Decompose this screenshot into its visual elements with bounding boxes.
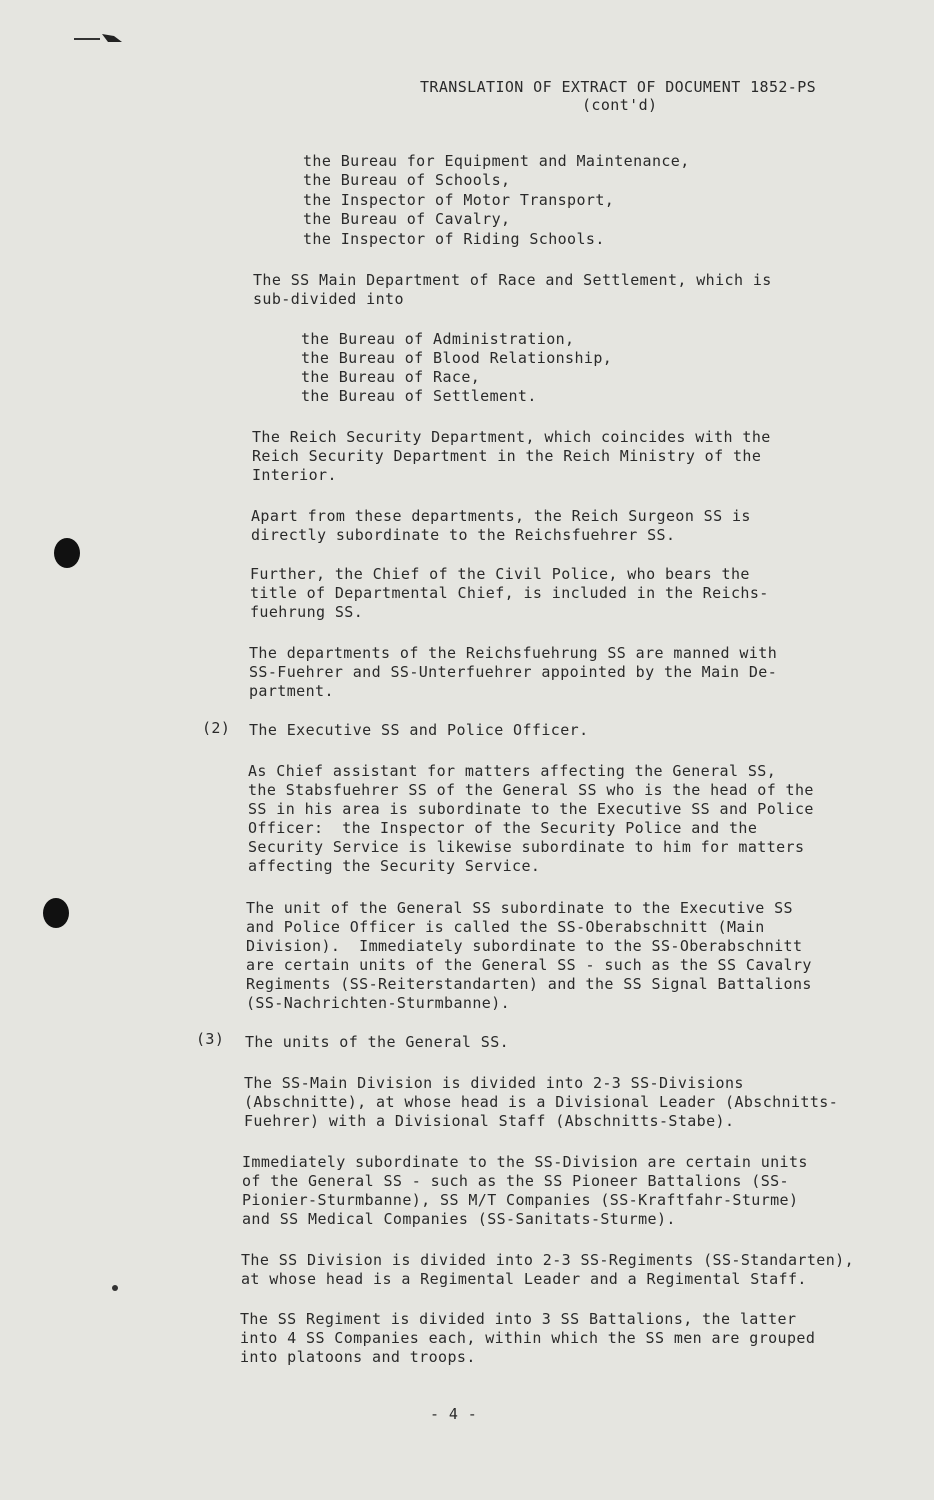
punch-hole-bottom <box>43 898 69 928</box>
text-line: SS-Fuehrer and SS-Unterfuehrer appointed by the Main De- <box>249 663 778 681</box>
text-line: The SS Division is divided into 2-3 SS-Regiments (SS-Standarten), <box>241 1251 854 1269</box>
text-line: into 4 SS Companies each, within which the SS men are grouped <box>240 1329 816 1347</box>
text-line: Apart from these departments, the Reich Surgeon SS is <box>251 507 751 525</box>
document-subtitle: (cont'd) <box>582 96 658 114</box>
text-line: As Chief assistant for matters affecting the General SS, <box>248 762 777 780</box>
text-line: into platoons and troops. <box>240 1348 476 1366</box>
text-line: The SS-Main Division is divided into 2-3 SS-Divisions <box>244 1074 744 1092</box>
text-line: Further, the Chief of the Civil Police, who bears the <box>250 565 750 583</box>
text-line: SS in his area is subordinate to the Executive SS and Police <box>248 800 814 818</box>
text-line: (SS-Nachrichten-Sturmbanne). <box>246 994 511 1012</box>
text-line: Immediately subordinate to the SS-Division are certain units <box>242 1153 808 1171</box>
document-title: TRANSLATION OF EXTRACT OF DOCUMENT 1852-PS <box>420 78 817 96</box>
text-line: the Bureau of Schools, <box>303 171 511 189</box>
text-line: (Abschnitte), at whose head is a Divisional Leader (Abschnitts- <box>244 1093 839 1111</box>
text-line: sub-divided into <box>253 290 404 308</box>
section-number: (2) <box>202 719 231 737</box>
text-line: fuehrung SS. <box>250 603 364 621</box>
text-line: are certain units of the General SS - such as the SS Cavalry <box>246 956 812 974</box>
text-line: Officer: the Inspector of the Security Police and the <box>248 819 758 837</box>
text-line: Regiments (SS-Reiterstandarten) and the SS Signal Battalions <box>246 975 812 993</box>
text-line: the Bureau of Cavalry, <box>303 210 511 228</box>
text-line: the Bureau of Settlement. <box>301 387 537 405</box>
text-line: the Bureau for Equipment and Maintenance, <box>303 152 690 170</box>
text-line: Reich Security Department in the Reich Ministry of the <box>252 447 762 465</box>
text-line: at whose head is a Regimental Leader and a Regimental Staff. <box>241 1270 807 1288</box>
text-line: the Bureau of Blood Relationship, <box>301 349 613 367</box>
punch-hole-top <box>54 538 80 568</box>
text-line: Pionier-Sturmbanne), SS M/T Companies (SS-Kraftfahr-Sturme) <box>242 1191 799 1209</box>
text-line: affecting the Security Service. <box>248 857 541 875</box>
section-heading: The units of the General SS. <box>245 1033 510 1051</box>
text-line: The unit of the General SS subordinate to the Executive SS <box>246 899 793 917</box>
text-line: and SS Medical Companies (SS-Sanitats-Sturme). <box>242 1210 676 1228</box>
text-line: title of Departmental Chief, is included in the Reichs- <box>250 584 769 602</box>
text-line: the Inspector of Motor Transport, <box>303 191 615 209</box>
text-line: the Inspector of Riding Schools. <box>303 230 605 248</box>
ink-mark <box>72 30 132 44</box>
text-line: partment. <box>249 682 334 700</box>
text-line: Division). Immediately subordinate to the SS-Oberabschnitt <box>246 937 803 955</box>
text-line: the Bureau of Administration, <box>301 330 575 348</box>
speck-mark <box>112 1285 118 1291</box>
text-line: Security Service is likewise subordinate to him for matters <box>248 838 805 856</box>
text-line: Interior. <box>252 466 337 484</box>
text-line: The SS Main Department of Race and Settlement, which is <box>253 271 772 289</box>
text-line: The departments of the Reichsfuehrung SS are manned with <box>249 644 778 662</box>
text-line: The Reich Security Department, which coincides with the <box>252 428 771 446</box>
section-heading: The Executive SS and Police Officer. <box>249 721 589 739</box>
text-line: of the General SS - such as the SS Pioneer Battalions (SS- <box>242 1172 789 1190</box>
text-line: Fuehrer) with a Divisional Staff (Abschnitts-Stabe). <box>244 1112 735 1130</box>
section-number: (3) <box>196 1030 225 1048</box>
text-line: directly subordinate to the Reichsfuehrer SS. <box>251 526 676 544</box>
text-line: the Bureau of Race, <box>301 368 481 386</box>
text-line: and Police Officer is called the SS-Oberabschnitt (Main <box>246 918 765 936</box>
page-number: - 4 - <box>430 1405 478 1423</box>
text-line: The SS Regiment is divided into 3 SS Battalions, the latter <box>240 1310 797 1328</box>
text-line: the Stabsfuehrer SS of the General SS who is the head of the <box>248 781 814 799</box>
